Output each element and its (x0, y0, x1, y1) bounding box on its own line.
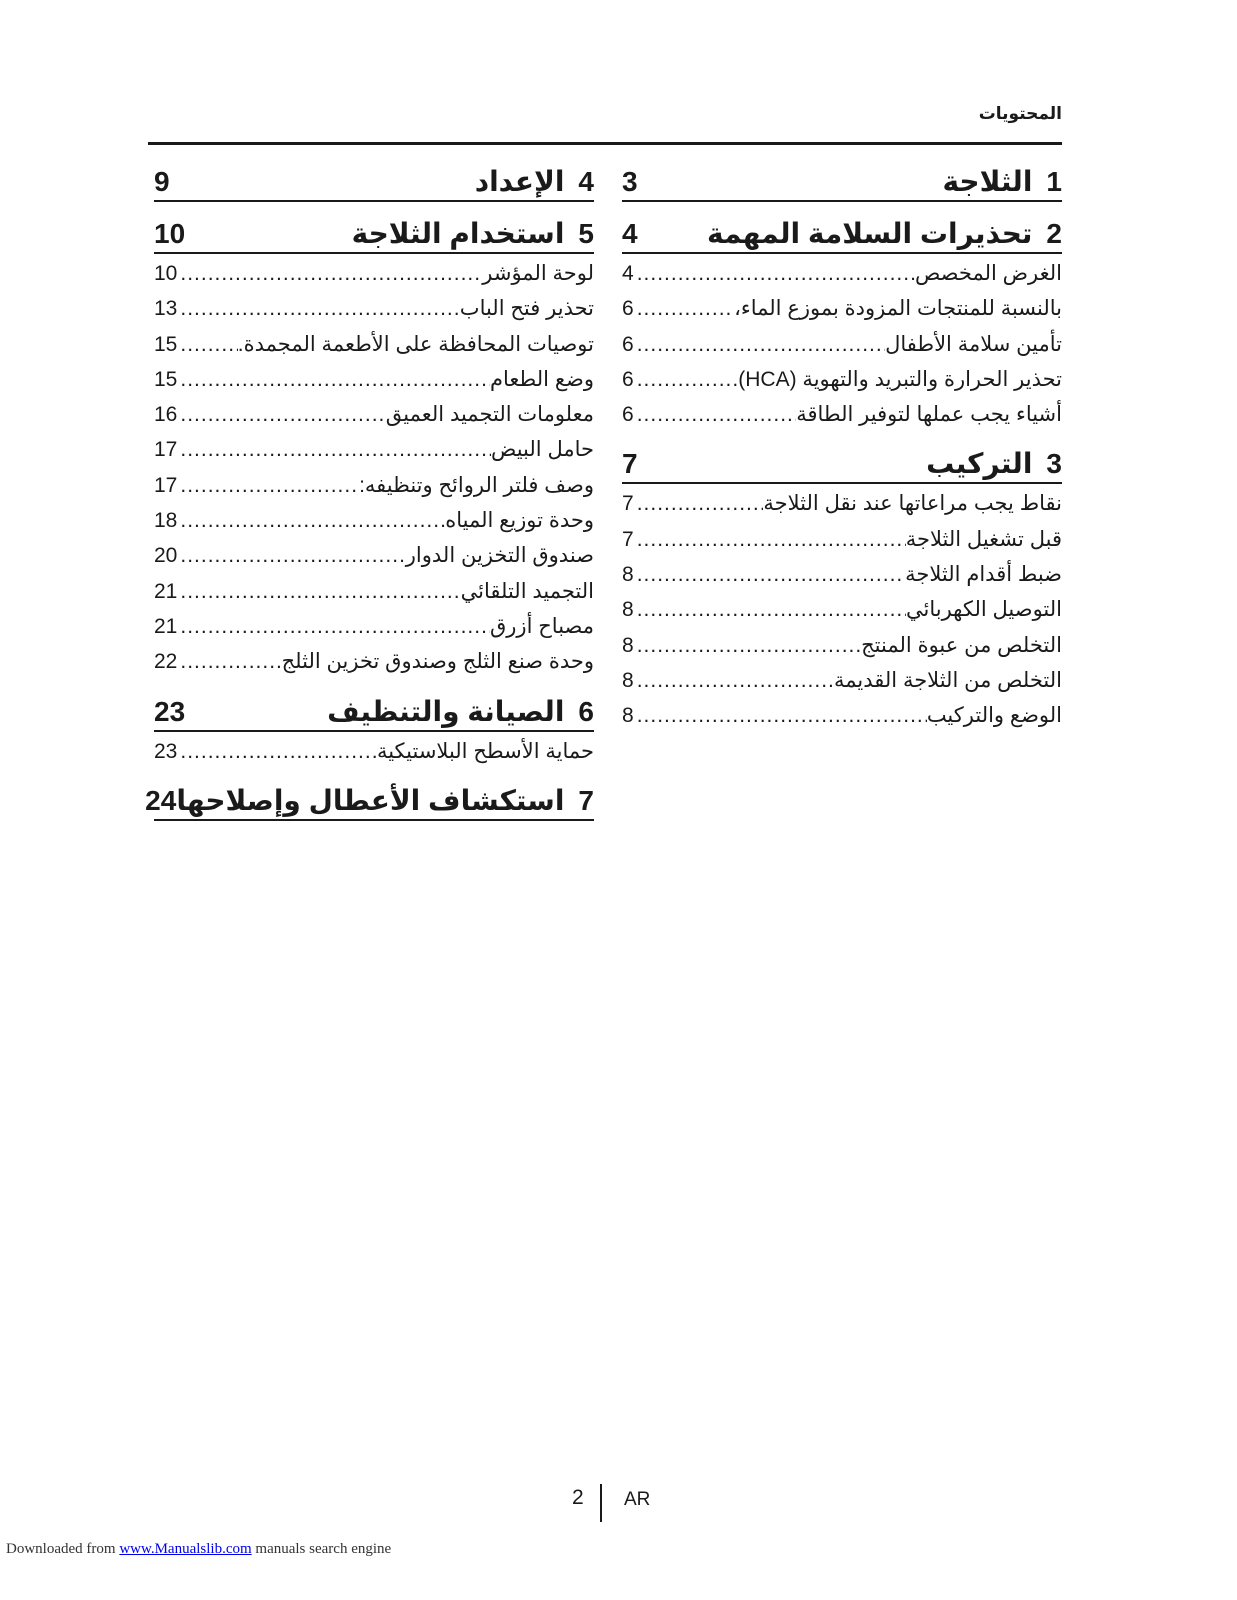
toc-entry[interactable] (154, 574, 594, 609)
toc-section (154, 162, 594, 202)
dot-leader (177, 362, 490, 397)
entry-page: 7 (622, 527, 634, 551)
dot-leader (634, 698, 927, 733)
entry-page: 22 (154, 650, 178, 674)
dot-leader (634, 522, 906, 557)
dot-leader (177, 432, 491, 467)
toc-entry[interactable] (622, 327, 1062, 362)
entry-page: 6 (622, 367, 634, 391)
section-page: 24 (145, 784, 177, 816)
dot-leader (177, 538, 405, 573)
entry-title: تحذير الحرارة والتبريد والتهوية (HCA) (738, 367, 1062, 391)
dot-leader (634, 397, 797, 432)
toc-section (145, 781, 594, 821)
entry-page: 15 (154, 332, 178, 356)
section-page: 23 (154, 695, 186, 727)
toc-entry[interactable] (154, 644, 594, 679)
entry-page: 18 (154, 509, 178, 533)
entry-list (154, 734, 594, 769)
dot-leader (177, 574, 460, 609)
entry-title: نقاط يجب مراعاتها عند نقل الثلاجة (763, 492, 1062, 516)
section-number: 4 (578, 166, 594, 197)
entry-title: معلومات التجميد العميق (385, 403, 594, 427)
toc-entry[interactable] (154, 538, 594, 573)
toc-entry[interactable] (622, 557, 1062, 592)
toc-entry[interactable] (622, 486, 1062, 521)
dot-leader (634, 362, 739, 397)
download-note-prefix: Downloaded from (6, 1541, 120, 1557)
section-heading[interactable] (154, 162, 594, 202)
entry-page: 6 (622, 403, 634, 427)
toc-entry[interactable] (154, 291, 594, 326)
section-number: 7 (578, 784, 594, 816)
dot-leader (634, 557, 905, 592)
toc-entry[interactable] (622, 663, 1062, 698)
manualslib-link[interactable]: www.Manualslib.com (119, 1541, 252, 1557)
section-heading[interactable] (622, 214, 1062, 254)
download-note (6, 1541, 391, 1558)
entry-page: 8 (622, 563, 634, 587)
dot-leader (177, 644, 281, 679)
page-number: 2 (572, 1486, 584, 1509)
entry-title: أشياء يجب عملها لتوفير الطاقة (796, 403, 1062, 427)
entry-page: 10 (154, 262, 178, 285)
entry-title: التخلص من عبوة المنتج (861, 633, 1062, 657)
entry-title: التخلص من الثلاجة القديمة (833, 668, 1062, 692)
entry-title: وحدة صنع الثلج وصندوق تخزين الثلج (281, 650, 594, 674)
section-page: 4 (622, 218, 638, 249)
entry-page: 13 (154, 297, 178, 321)
entry-list (622, 256, 1062, 432)
entry-title: وضع الطعام (490, 367, 594, 391)
dot-leader (177, 291, 459, 326)
section-number: 1 (1046, 166, 1062, 197)
entry-title: قبل تشغيل الثلاجة (905, 527, 1062, 551)
section-number: 6 (578, 695, 594, 727)
section-heading[interactable] (154, 692, 594, 732)
entry-page: 16 (154, 403, 178, 427)
section-title: استكشاف الأعطال وإصلاحها (176, 784, 565, 816)
toc-entry[interactable] (154, 362, 594, 397)
toc-entry[interactable] (622, 362, 1062, 397)
dot-leader (634, 291, 734, 326)
entry-page: 20 (154, 544, 178, 568)
toc-entry[interactable] (622, 291, 1062, 326)
section-number: 3 (1046, 448, 1062, 480)
entry-title: ضبط أقدام الثلاجة (905, 563, 1062, 587)
entry-page: 17 (154, 438, 178, 462)
dot-leader (634, 256, 915, 291)
dot-leader (177, 468, 359, 503)
toc-entry[interactable] (154, 327, 594, 362)
section-page: 9 (154, 166, 170, 197)
entry-title: حامل البيض (490, 438, 594, 462)
dot-leader (177, 397, 385, 432)
section-title: الصيانة والتنظيف (327, 695, 565, 727)
toc-entry[interactable] (154, 468, 594, 503)
toc-entry[interactable] (154, 503, 594, 538)
toc-entry[interactable] (154, 256, 594, 291)
entry-page: 6 (622, 332, 634, 356)
dot-leader (177, 734, 377, 769)
dot-leader (634, 663, 834, 698)
toc-entry[interactable] (622, 698, 1062, 733)
entry-title: وحدة توزيع المياه (445, 509, 594, 533)
entry-page: 21 (154, 614, 178, 638)
entry-title: صندوق التخزين الدوار (405, 544, 594, 568)
section-heading[interactable] (145, 781, 594, 821)
section-page: 7 (622, 448, 638, 480)
entry-page: 15 (154, 367, 178, 391)
toc-section (622, 444, 1062, 733)
section-heading[interactable] (154, 214, 594, 254)
toc-entry[interactable] (154, 397, 594, 432)
section-page: 3 (622, 166, 638, 197)
entry-page: 23 (154, 739, 178, 763)
section-title: التركيب (926, 448, 1033, 480)
entry-title: بالنسبة للمنتجات المزودة بموزع الماء، (734, 297, 1062, 321)
section-number: 2 (1046, 218, 1062, 249)
section-heading[interactable] (622, 162, 1062, 202)
entry-title: التوصيل الكهربائي (905, 598, 1062, 622)
dot-leader (177, 327, 237, 362)
section-title: تحذيرات السلامة المهمة (707, 218, 1033, 249)
header-divider (148, 142, 1062, 145)
toc-column-right (622, 162, 1062, 746)
page-title: المحتويات (978, 104, 1062, 123)
toc-entry[interactable] (622, 397, 1062, 432)
dot-leader (634, 486, 764, 521)
toc-section (154, 214, 594, 680)
entry-page: 8 (622, 704, 634, 728)
dot-leader (634, 592, 906, 627)
footer-divider (600, 1484, 602, 1522)
toc-section (622, 162, 1062, 202)
toc-entry[interactable] (622, 592, 1062, 627)
toc-section (154, 692, 594, 769)
entry-title: تأمين سلامة الأطفال (885, 332, 1062, 356)
entry-page: 8 (622, 668, 634, 692)
section-page: 10 (154, 218, 186, 249)
entry-title: التجميد التلقائي (460, 579, 594, 603)
dot-leader (177, 609, 490, 644)
entry-title: حماية الأسطح البلاستيكية (376, 739, 594, 763)
section-title: استخدام الثلاجة (351, 218, 565, 249)
entry-title: وصف فلتر الروائح وتنظيفه: (359, 473, 594, 497)
entry-page: 8 (622, 598, 634, 622)
dot-leader (177, 256, 482, 291)
download-note-suffix: manuals search engine (251, 1541, 392, 1557)
toc-column-left (145, 162, 594, 833)
section-heading[interactable] (622, 444, 1062, 484)
entry-page: 4 (622, 262, 634, 285)
entry-title: تحذير فتح الباب (459, 297, 594, 321)
dot-leader (634, 327, 885, 362)
dot-leader (177, 503, 445, 538)
language-code: AR (624, 1489, 651, 1510)
entry-page: 21 (154, 579, 178, 603)
entry-page: 17 (154, 473, 178, 497)
dot-leader (634, 628, 861, 663)
entry-title: الوضع والتركيب (926, 704, 1062, 728)
section-title: الثلاجة (942, 166, 1033, 197)
toc-entry[interactable] (622, 522, 1062, 557)
entry-page: 6 (622, 297, 634, 321)
entry-page: 7 (622, 492, 634, 516)
entry-title: الغرض المخصص (914, 262, 1062, 285)
entry-title: لوحة المؤشر (482, 262, 594, 285)
toc-entry[interactable] (622, 256, 1062, 291)
toc-entry[interactable] (154, 432, 594, 467)
toc-entry[interactable] (154, 609, 594, 644)
toc-section (622, 214, 1062, 432)
entry-title: مصباح أزرق (490, 614, 594, 638)
toc-entry[interactable] (622, 628, 1062, 663)
entry-title: توصيات المحافظة على الأطعمة المجمدة. (237, 332, 594, 356)
section-title: الإعداد (474, 166, 565, 197)
entry-list (154, 256, 594, 680)
entry-list (622, 486, 1062, 733)
section-number: 5 (578, 218, 594, 249)
entry-page: 8 (622, 633, 634, 657)
toc-entry[interactable] (154, 734, 594, 769)
